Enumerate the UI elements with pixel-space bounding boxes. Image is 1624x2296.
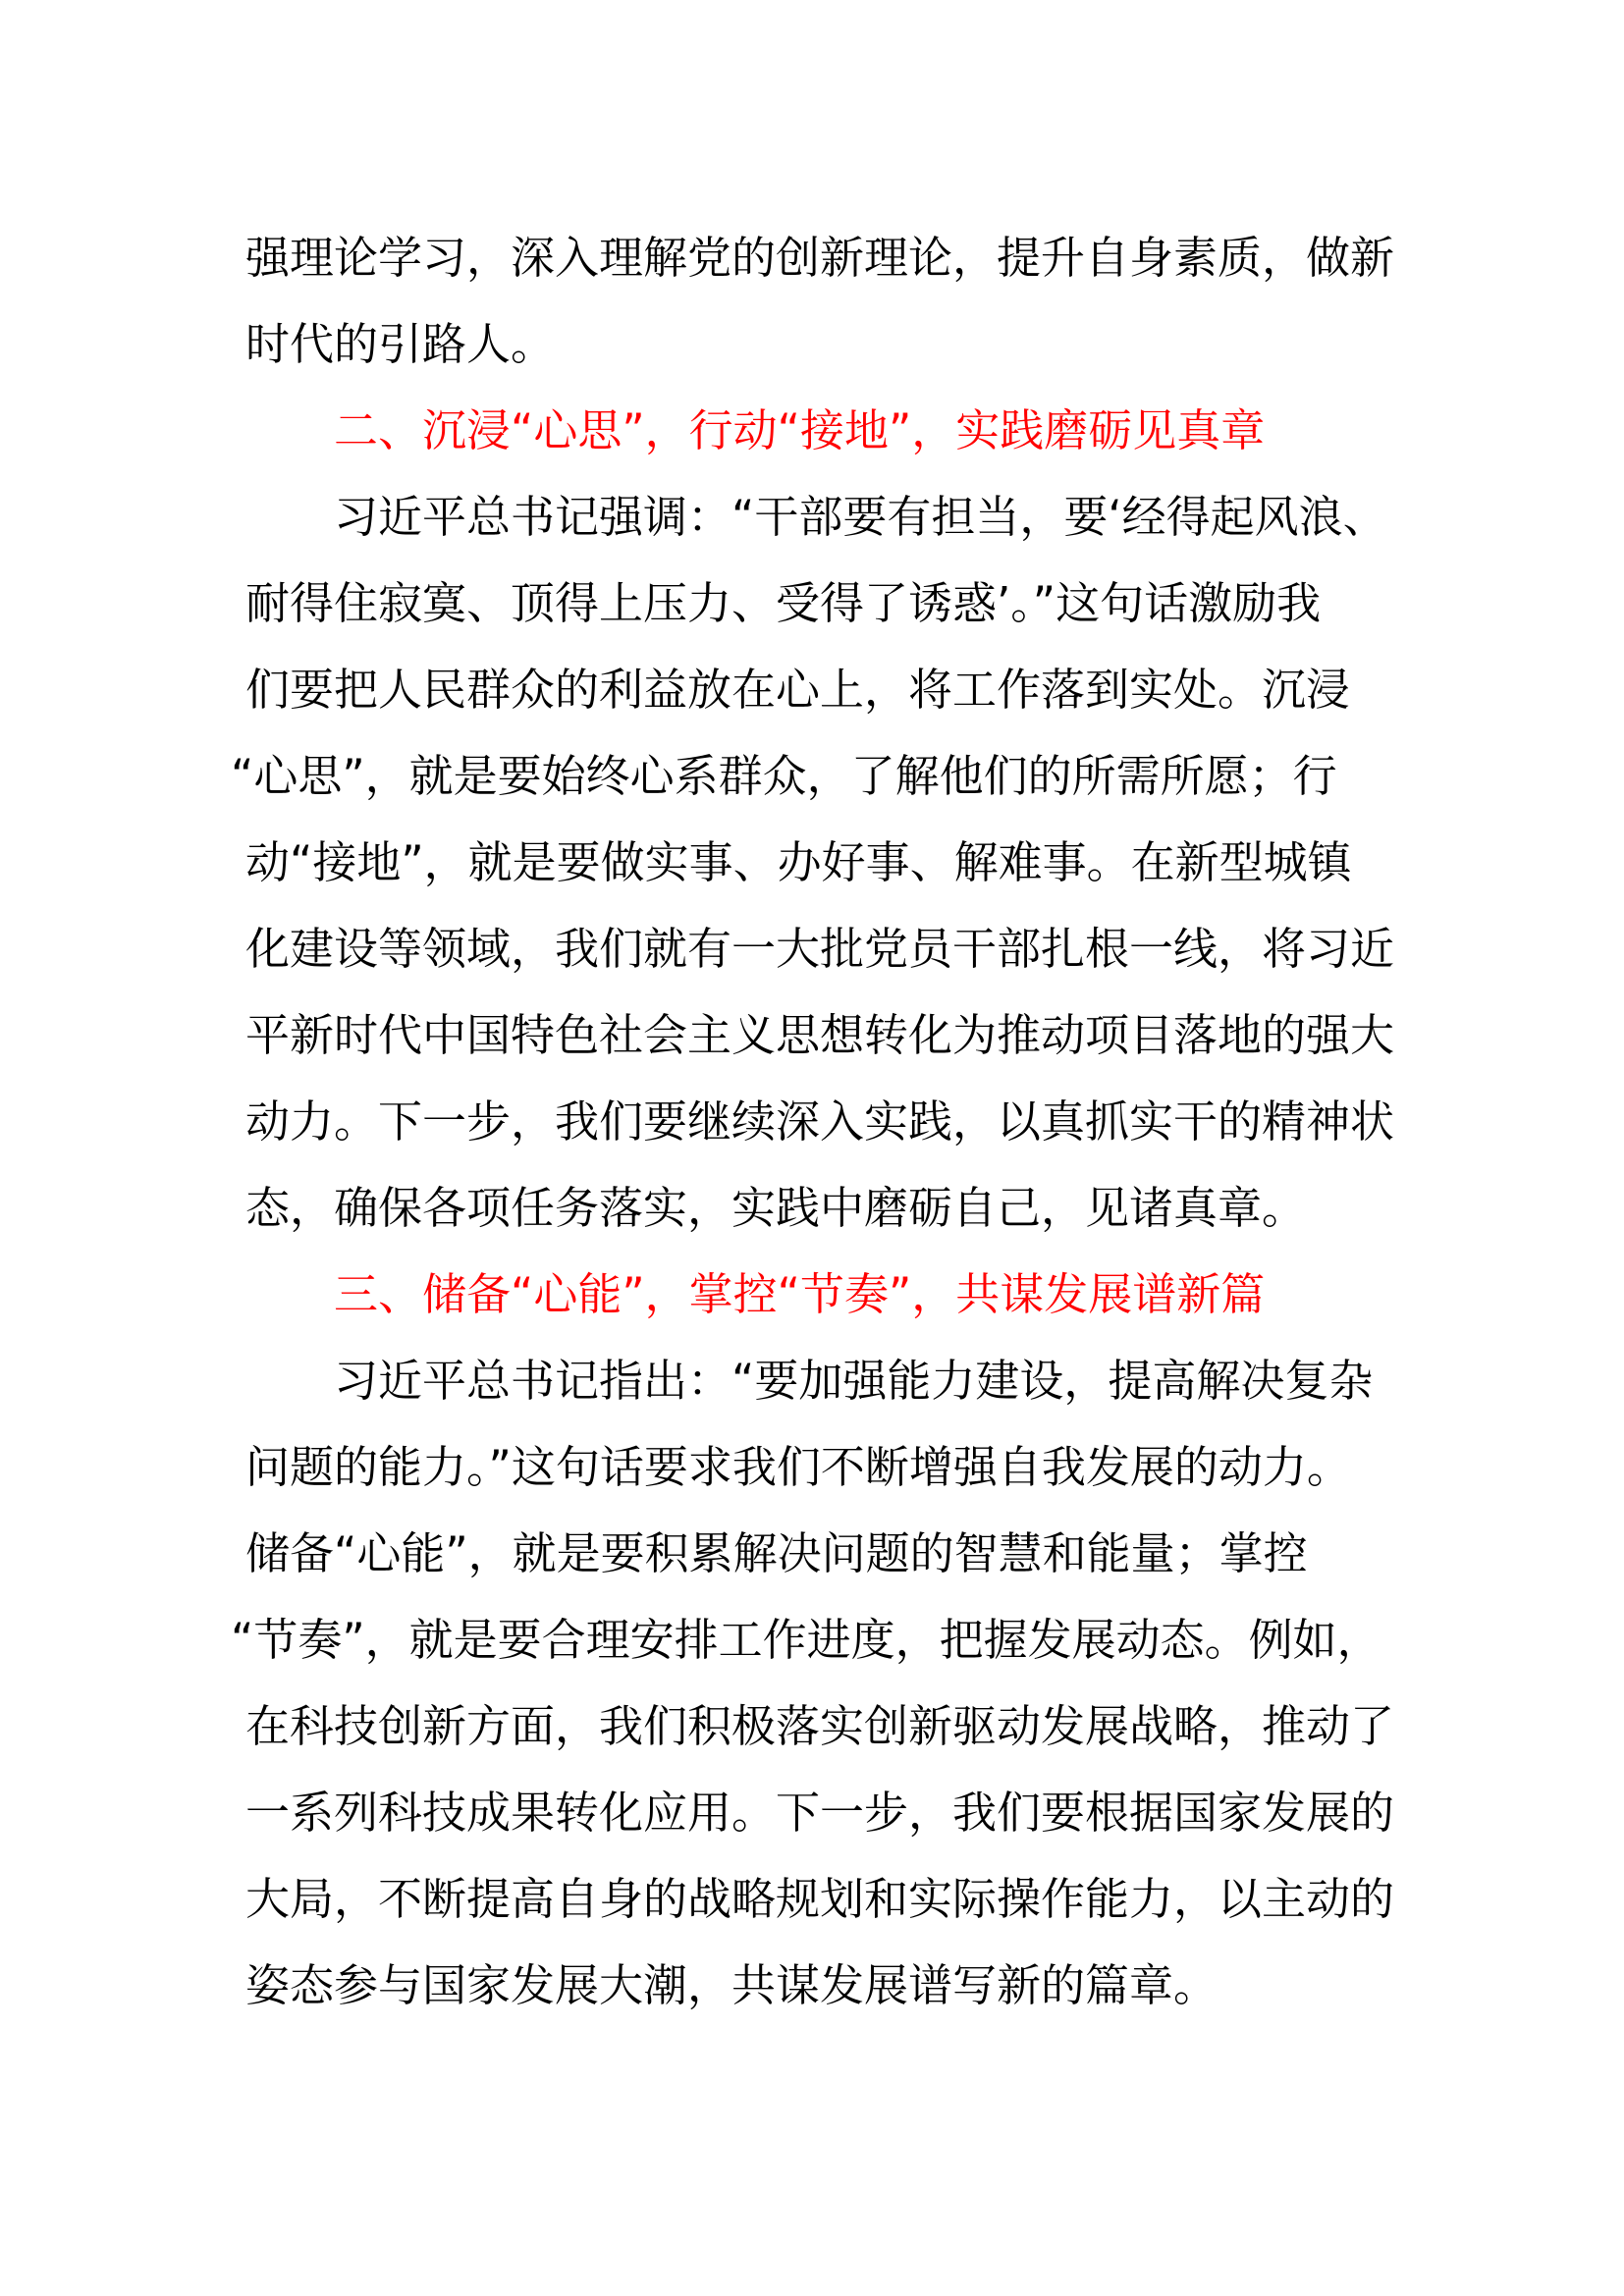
paragraph-line: 动力。下一步，我们要继续深入实践，以真抓实干的精神状 (245, 1095, 1395, 1148)
paragraph-line: 姿态参与国家发展大潮，共谋发展谱写新的篇章。 (245, 1959, 1218, 2011)
paragraph-line: 一系列科技成果转化应用。下一步，我们要根据国家发展的 (245, 1787, 1395, 1839)
paragraph-line: 习近平总书记强调：“干部要有担当，要‘经得起风浪、 (334, 491, 1387, 543)
paragraph-line: 时代的引路人。 (245, 318, 556, 370)
paragraph-line: 动“接地”，就是要做实事、办好事、解难事。在新型城镇 (245, 836, 1352, 888)
paragraph-line: 强理论学习，深入理解党的创新理论，提升自身素质，做新 (245, 232, 1395, 284)
paragraph-line: 化建设等领域，我们就有一大批党员干部扎根一线，将习近 (245, 923, 1395, 975)
paragraph-line: 耐得住寂寞、顶得上压力、受得了诱惑’。”这句话激励我 (245, 577, 1322, 629)
paragraph-line: 们要把人民群众的利益放在心上，将工作落到实处。沉浸 (245, 664, 1351, 716)
section-heading: 三、储备“心能”，掌控“节奏”，共谋发展谱新篇 (334, 1268, 1266, 1320)
paragraph-line: “心思”，就是要始终心系群众，了解他们的所需所愿；行 (231, 750, 1337, 802)
paragraph-line: “节奏”，就是要合理安排工作进度，把握发展动态。例如， (231, 1614, 1381, 1666)
paragraph-line: 态，确保各项任务落实，实践中磨砺自己，见诸真章。 (245, 1182, 1307, 1234)
paragraph-line: 问题的能力。”这句话要求我们不断增强自我发展的动力。 (245, 1441, 1351, 1493)
section-heading: 二、沉浸“心思”，行动“接地”，实践磨砺见真章 (334, 404, 1266, 456)
paragraph-line: 大局，不断提高自身的战略规划和实际操作能力，以主动的 (245, 1873, 1395, 1925)
paragraph-line: 储备“心能”，就是要积累解决问题的智慧和能量；掌控 (245, 1527, 1308, 1579)
paragraph-line: 习近平总书记指出：“要加强能力建设，提高解决复杂 (334, 1355, 1374, 1407)
paragraph-line: 平新时代中国特色社会主义思想转化为推动项目落地的强大 (245, 1009, 1395, 1061)
paragraph-line: 在科技创新方面，我们积极落实创新驱动发展战略，推动了 (245, 1700, 1395, 1752)
